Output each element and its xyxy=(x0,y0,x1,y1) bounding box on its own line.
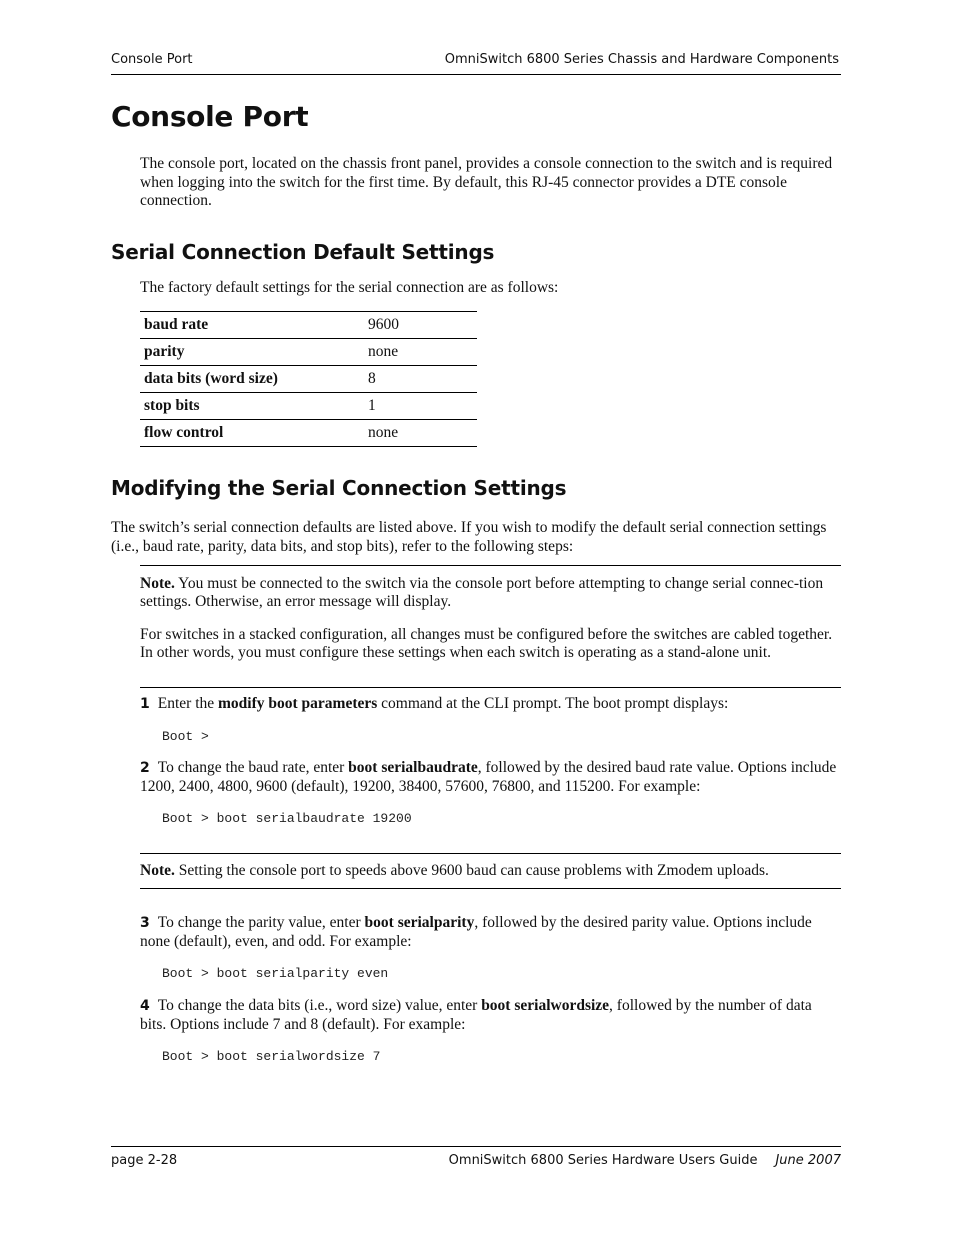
step-4 xyxy=(140,997,840,1034)
step-text: , followed by the desired baud rate value. Options include 1200, 2400, 4800, 9600 (default), 19200, 38400, 57600, 76800, and 115200. For example: xyxy=(140,759,837,795)
table-row xyxy=(140,420,477,447)
step-command: modify boot parameters xyxy=(218,695,378,712)
step-text: , followed by the desired parity value. Options include none (default), even, and odd. For example: xyxy=(140,914,812,950)
step-text: , followed by the number of data bits. Options include 7 and 8 (default). For example: xyxy=(140,997,812,1033)
serial-settings-table xyxy=(140,311,477,447)
step-text: To change the parity value, enter xyxy=(157,914,365,931)
setting-value: none xyxy=(364,339,477,366)
modifying-lead: The switch’s serial connection defaults are listed above. If you wish to modify the default serial connection settings (i.e., baud rate, parity, data bits, and stop bits), refer to the following steps: xyxy=(111,519,827,555)
code-example: Boot > boot serialbaudrate 19200 xyxy=(162,811,412,826)
step-text: To change the baud rate, enter xyxy=(157,759,349,776)
serial-defaults-heading: Serial Connection Default Settings xyxy=(111,240,495,264)
table-row xyxy=(140,339,477,366)
note-paragraph xyxy=(140,575,841,610)
note-text: You must be connected to the switch via the console port before attempting to change serial connec-tion settings. Otherwise, an error message will display. xyxy=(140,575,824,610)
step-number: 3 xyxy=(140,915,150,931)
table-row xyxy=(140,312,477,339)
table-row xyxy=(140,366,477,393)
running-header xyxy=(111,50,841,75)
step-3 xyxy=(140,914,840,951)
setting-name: flow control xyxy=(140,420,364,447)
header-section-name: Console Port xyxy=(111,52,193,67)
setting-name: parity xyxy=(140,339,364,366)
step-number: 1 xyxy=(140,696,150,712)
modifying-heading: Modifying the Serial Connection Settings xyxy=(111,476,567,500)
step-command: boot serialbaudrate xyxy=(348,759,478,776)
setting-value: none xyxy=(364,420,477,447)
code-example: Boot > boot serialwordsize 7 xyxy=(162,1049,381,1064)
intro-paragraph: The console port, located on the chassis front panel, provides a console connection to the switch and is required when logging into the switch for the first time. By default, this RJ-45 connector provides a DTE console connection. xyxy=(140,155,833,209)
code-example: Boot > boot serialparity even xyxy=(162,966,389,981)
setting-value: 9600 xyxy=(364,312,477,339)
page-number: page 2-28 xyxy=(111,1153,178,1168)
step-command: boot serialparity xyxy=(364,914,475,931)
note-stack-paragraph: For switches in a stacked configuration, all changes must be configured before the switches are cabled together. In other words, you must configure these settings when each switch is operating as a stand-alone unit. xyxy=(140,626,833,661)
step-text: Enter the xyxy=(157,695,219,712)
serial-defaults-lead: The factory default settings for the serial connection are as follows: xyxy=(140,279,559,296)
page-footer xyxy=(111,1146,841,1168)
setting-value: 1 xyxy=(364,393,477,420)
step-2 xyxy=(140,759,840,796)
note-label: Note. xyxy=(140,862,175,879)
step-command: boot serialwordsize xyxy=(481,997,610,1014)
guide-title: OmniSwitch 6800 Series Hardware Users Guide xyxy=(448,1153,758,1168)
note-box-console xyxy=(140,565,841,688)
step-number: 2 xyxy=(140,760,150,776)
setting-name: baud rate xyxy=(140,312,364,339)
table-row xyxy=(140,393,477,420)
footer-guide xyxy=(449,1153,841,1168)
page-title: Console Port xyxy=(111,100,309,133)
note-label: Note. xyxy=(140,575,175,592)
header-chapter-title: OmniSwitch 6800 Series Chassis and Hardware Components xyxy=(444,52,839,67)
step-text: To change the data bits (i.e., word size) value, enter xyxy=(157,997,482,1014)
note-text: Setting the console port to speeds above 9600 baud can cause problems with Zmodem uploads. xyxy=(174,862,769,879)
setting-name: stop bits xyxy=(140,393,364,420)
note-box-zmodem xyxy=(140,853,841,889)
note-paragraph xyxy=(140,862,841,880)
setting-value: 8 xyxy=(364,366,477,393)
step-number: 4 xyxy=(140,998,150,1014)
publication-date: June 2007 xyxy=(775,1153,841,1168)
step-text: command at the CLI prompt. The boot prompt displays: xyxy=(377,695,729,712)
setting-name: data bits (word size) xyxy=(140,366,364,393)
code-example: Boot > xyxy=(162,729,209,744)
step-1 xyxy=(140,695,840,714)
